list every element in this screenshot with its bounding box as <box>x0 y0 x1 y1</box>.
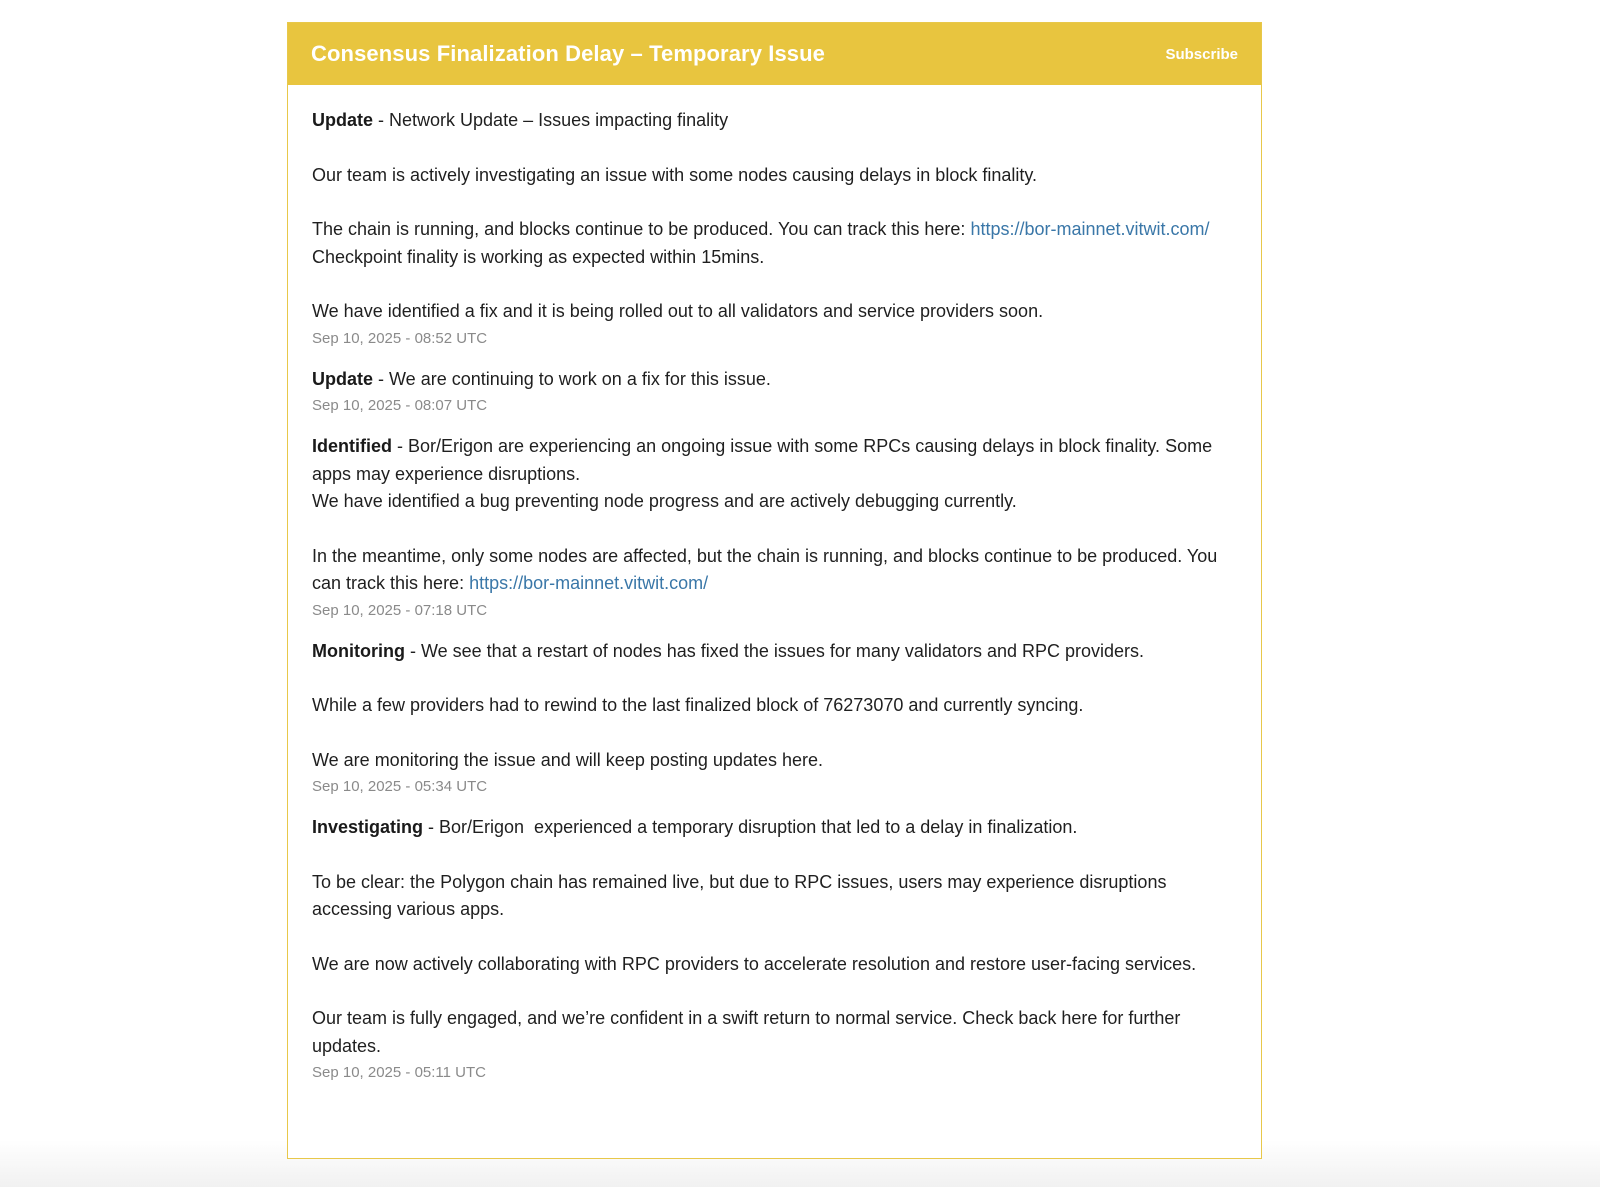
status-label: Update <box>312 368 374 389</box>
update-entry <box>312 433 1237 621</box>
update-timestamp: Sep 10, 2025 - 05:11 UTC <box>312 1064 486 1081</box>
update-timestamp: Sep 10, 2025 - 05:34 UTC <box>312 778 488 795</box>
update-paragraph <box>312 543 1237 598</box>
update-text: We see that a restart of nodes has fixed the issues for many validators and RPC providers. <box>420 640 1145 661</box>
update-text: Checkpoint finality is working as expected within 15mins. <box>312 246 765 267</box>
incident-updates <box>288 85 1261 1083</box>
update-entry <box>312 107 1237 349</box>
incident-header <box>288 23 1261 85</box>
update-paragraph: Our team is fully engaged, and we’re confident in a swift return to normal service. Check back here for further updates. <box>312 1008 1181 1056</box>
update-paragraph <box>312 216 1237 271</box>
update-entry <box>312 366 1237 417</box>
update-text: We have identified a bug preventing node progress and are actively debugging currently. <box>312 491 1017 511</box>
update-paragraph: We are now actively collaborating with RPC providers to accelerate resolution and restore user-facing services. <box>312 953 1197 974</box>
update-paragraph <box>312 366 1237 394</box>
update-paragraph: We have identified a fix and it is being rolled out to all validators and service providers soon. <box>312 301 1044 321</box>
status-separator: - <box>392 436 408 456</box>
subscribe-button[interactable]: Subscribe <box>1165 45 1238 63</box>
status-separator: - <box>423 817 440 837</box>
update-timestamp: Sep 10, 2025 - 08:07 UTC <box>312 397 488 414</box>
update-paragraph: We are monitoring the issue and will keep posting updates here. <box>312 749 823 770</box>
incident-title: Consensus Finalization Delay – Temporary Issue <box>311 41 826 66</box>
update-text: In the meantime, only some nodes are affected, but the chain is running, and blocks continue to be produced. You can track this here: <box>312 545 1218 593</box>
update-paragraph <box>312 433 1237 516</box>
tracker-link[interactable]: https://bor-mainnet.vitwit.com/ <box>469 573 709 593</box>
update-paragraph: Our team is actively investigating an issue with some nodes causing delays in block finality. <box>312 164 1038 185</box>
update-text: Bor/Erigon are experiencing an ongoing issue with some RPCs causing delays in block finality. Some apps may experience disruptions. <box>312 436 1213 484</box>
update-timestamp: Sep 10, 2025 - 08:52 UTC <box>312 329 488 347</box>
update-text: We are continuing to work on a fix for this issue. <box>389 368 771 389</box>
tracker-link[interactable]: https://bor-mainnet.vitwit.com/ <box>970 219 1210 239</box>
status-label: Investigating <box>312 817 424 837</box>
status-separator: - <box>373 110 390 130</box>
update-paragraph <box>312 814 1237 842</box>
update-entry <box>312 638 1237 798</box>
incident-card <box>287 22 1262 1159</box>
update-entry <box>312 814 1237 1083</box>
update-paragraph: To be clear: the Polygon chain has remained live, but due to RPC issues, users may experience disruptions accessing various apps. <box>312 871 1167 919</box>
update-paragraph <box>312 107 1237 135</box>
status-label: Identified <box>312 436 392 456</box>
update-text: Bor/Erigon experienced a temporary disruption that led to a delay in finalization. <box>439 817 1078 837</box>
update-paragraph <box>312 638 1237 666</box>
status-separator: - <box>404 640 421 661</box>
status-label: Update <box>312 110 374 130</box>
status-separator: - <box>373 368 390 389</box>
update-text: The chain is running, and blocks continue to be produced. You can track this here: <box>312 219 971 239</box>
update-timestamp: Sep 10, 2025 - 07:18 UTC <box>312 601 488 619</box>
update-text: Network Update – Issues impacting finality <box>389 110 729 130</box>
update-paragraph: While a few providers had to rewind to the last finalized block of 76273070 and currently syncing. <box>312 695 1084 715</box>
status-label: Monitoring <box>312 640 405 661</box>
